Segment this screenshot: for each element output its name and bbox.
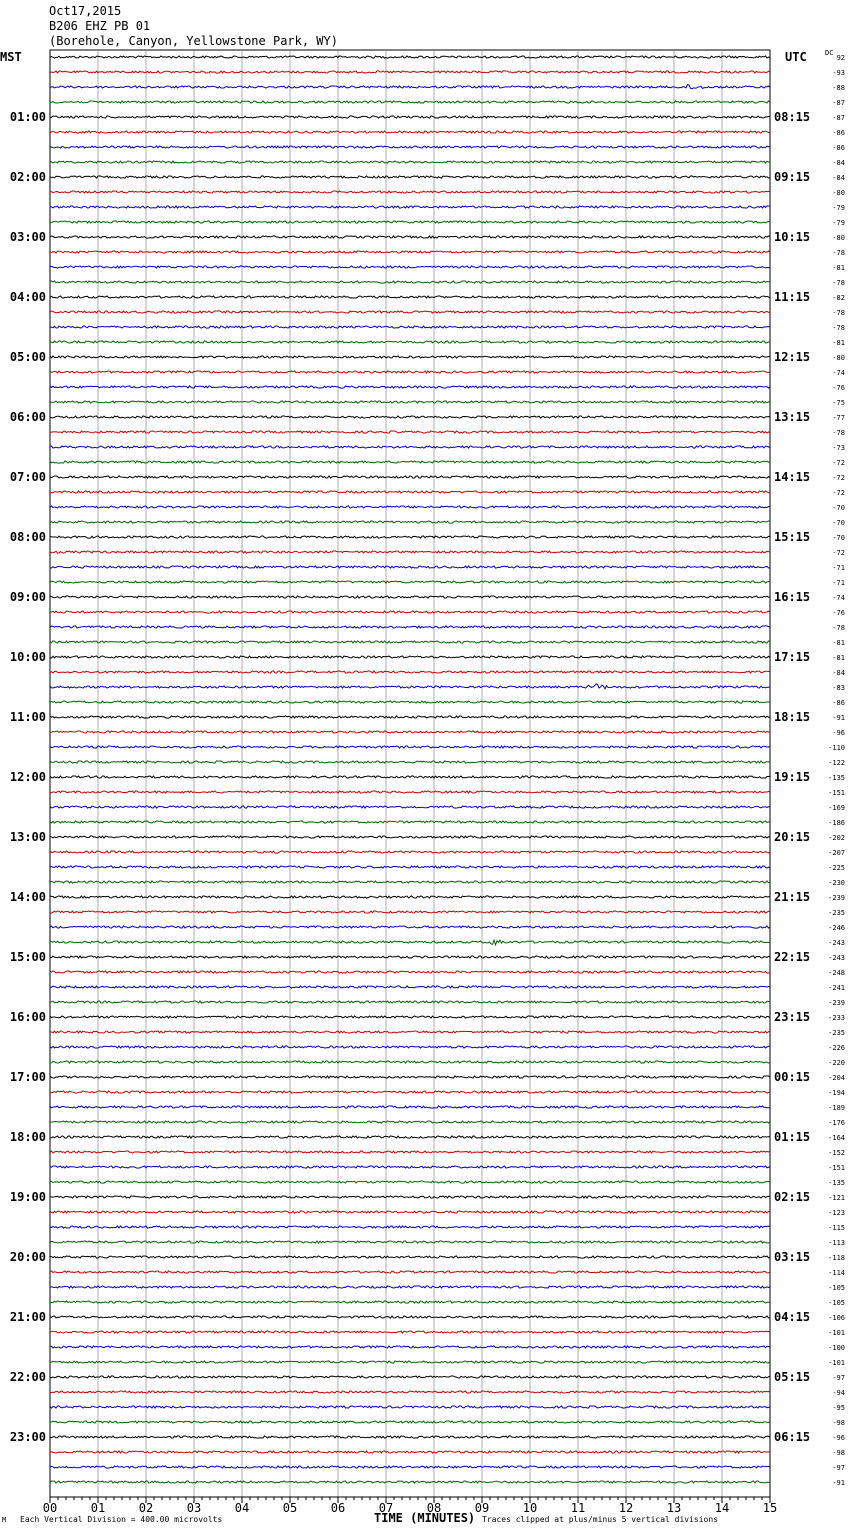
dc-offset-label: -135 bbox=[828, 774, 845, 782]
seismic-trace bbox=[50, 746, 770, 748]
dc-offset-label: -79 bbox=[832, 204, 845, 212]
seismic-trace bbox=[50, 776, 770, 778]
dc-offset-label: -71 bbox=[832, 564, 845, 572]
dc-offset-label: -230 bbox=[828, 879, 845, 887]
seismic-trace bbox=[50, 1346, 770, 1348]
dc-offset-label: -83 bbox=[832, 684, 845, 692]
x-tick-label: 15 bbox=[762, 1501, 778, 1515]
utc-hour-label: 00:15 bbox=[774, 1070, 811, 1084]
seismic-trace bbox=[50, 566, 770, 568]
seismic-trace bbox=[50, 1316, 770, 1318]
dc-offset-label: -194 bbox=[828, 1089, 845, 1097]
seismic-trace bbox=[50, 1016, 770, 1018]
right-timezone-label: UTC bbox=[785, 50, 807, 64]
seismic-trace bbox=[50, 536, 770, 538]
seismic-trace bbox=[50, 611, 770, 613]
dc-offset-label: -152 bbox=[828, 1149, 845, 1157]
seismic-trace bbox=[50, 1406, 770, 1408]
dc-offset-label: -70 bbox=[832, 534, 845, 542]
dc-offset-label: -74 bbox=[832, 594, 845, 602]
seismic-trace bbox=[50, 684, 770, 689]
x-tick-label: 04 bbox=[234, 1501, 250, 1515]
mst-hour-label: 09:00 bbox=[9, 590, 46, 604]
seismic-trace bbox=[50, 146, 770, 148]
dc-offset-label: -81 bbox=[832, 264, 845, 272]
seismic-trace bbox=[50, 1181, 770, 1183]
seismic-trace bbox=[50, 716, 770, 718]
dc-offset-label: -70 bbox=[832, 504, 845, 512]
seismic-trace bbox=[50, 56, 770, 58]
dc-offset-label: 92 bbox=[836, 54, 845, 62]
seismic-trace bbox=[50, 311, 770, 313]
dc-offset-label: -121 bbox=[828, 1194, 845, 1202]
station-location: (Borehole, Canyon, Yellowstone Park, WY) bbox=[49, 34, 338, 48]
utc-hour-label: 09:15 bbox=[774, 170, 811, 184]
mst-hour-label: 01:00 bbox=[9, 110, 46, 124]
seismic-trace bbox=[50, 896, 770, 898]
dc-offset-label: -241 bbox=[828, 984, 845, 992]
dc-offset-label: -110 bbox=[828, 744, 845, 752]
seismic-trace bbox=[50, 1241, 770, 1243]
mst-hour-label: 08:00 bbox=[9, 530, 46, 544]
dc-offset-label: -75 bbox=[832, 399, 845, 407]
seismic-trace bbox=[50, 266, 770, 268]
utc-hour-label: 04:15 bbox=[774, 1310, 811, 1324]
utc-hour-label: 21:15 bbox=[774, 890, 811, 904]
seismic-trace bbox=[50, 1271, 770, 1273]
dc-offset-label: -74 bbox=[832, 369, 845, 377]
dc-offset-label: -235 bbox=[828, 909, 845, 917]
mst-hour-label: 05:00 bbox=[9, 350, 46, 364]
seismic-trace bbox=[50, 1421, 770, 1423]
dc-offset-label: -235 bbox=[828, 1029, 845, 1037]
mst-hour-label: 19:00 bbox=[9, 1190, 46, 1204]
x-tick-label: 11 bbox=[570, 1501, 586, 1515]
seismic-trace bbox=[50, 371, 770, 373]
seismic-trace bbox=[50, 1166, 770, 1168]
seismic-trace bbox=[50, 1226, 770, 1228]
mst-hour-label: 18:00 bbox=[9, 1130, 46, 1144]
x-tick-label: 01 bbox=[90, 1501, 106, 1515]
dc-offset-label: -86 bbox=[832, 129, 845, 137]
seismic-trace bbox=[50, 971, 770, 973]
x-tick-label: 03 bbox=[186, 1501, 202, 1515]
dc-offset-label: -202 bbox=[828, 834, 845, 842]
dc-offset-label: -78 bbox=[832, 279, 845, 287]
scale-note: Each Vertical Division = 400.00 microvolts bbox=[20, 1515, 223, 1524]
dc-offset-label: -98 bbox=[832, 1419, 845, 1427]
seismic-trace bbox=[50, 431, 770, 433]
seismic-trace bbox=[50, 956, 770, 958]
utc-hour-label: 14:15 bbox=[774, 470, 811, 484]
utc-hour-label: 19:15 bbox=[774, 770, 811, 784]
dc-offset-label: -77 bbox=[832, 414, 845, 422]
mst-hour-label: 11:00 bbox=[9, 710, 46, 724]
dc-offset-label: -91 bbox=[832, 1479, 845, 1487]
mst-hour-label: 23:00 bbox=[9, 1430, 46, 1444]
seismic-trace bbox=[50, 1451, 770, 1453]
utc-hour-label: 16:15 bbox=[774, 590, 811, 604]
dc-offset-label: -81 bbox=[832, 654, 845, 662]
mst-hour-label: 15:00 bbox=[9, 950, 46, 964]
seismic-trace bbox=[50, 671, 770, 673]
mst-hour-label: 20:00 bbox=[9, 1250, 46, 1264]
dc-offset-label: -79 bbox=[832, 219, 845, 227]
utc-hour-label: 10:15 bbox=[774, 230, 811, 244]
utc-hour-label: 05:15 bbox=[774, 1370, 811, 1384]
dc-offset-label: -78 bbox=[832, 624, 845, 632]
seismic-trace bbox=[50, 806, 770, 808]
dc-offset-label: -88 bbox=[832, 84, 845, 92]
utc-hour-label: 12:15 bbox=[774, 350, 811, 364]
seismic-trace bbox=[50, 1436, 770, 1438]
dc-offset-label: -76 bbox=[832, 384, 845, 392]
seismic-trace bbox=[50, 1106, 770, 1108]
seismic-trace bbox=[50, 1301, 770, 1303]
dc-offset-label: -70 bbox=[832, 519, 845, 527]
dc-offset-label: -86 bbox=[832, 144, 845, 152]
seismic-trace bbox=[50, 940, 770, 945]
seismic-trace bbox=[50, 791, 770, 793]
x-tick-label: 06 bbox=[330, 1501, 346, 1515]
dc-offset-label: -98 bbox=[832, 1449, 845, 1457]
utc-hour-label: 15:15 bbox=[774, 530, 811, 544]
utc-hour-label: 08:15 bbox=[774, 110, 811, 124]
dc-offset-label: -80 bbox=[832, 234, 845, 242]
seismic-trace bbox=[50, 1391, 770, 1393]
mst-hour-label: 12:00 bbox=[9, 770, 46, 784]
seismic-trace bbox=[50, 911, 770, 913]
dc-offset-label: -207 bbox=[828, 849, 845, 857]
dc-offset-header: DC bbox=[825, 49, 834, 57]
left-timezone-label: MST bbox=[0, 50, 22, 64]
seismic-trace bbox=[50, 416, 770, 418]
dc-offset-label: -122 bbox=[828, 759, 845, 767]
x-tick-label: 05 bbox=[282, 1501, 298, 1515]
seismic-trace bbox=[50, 491, 770, 493]
mst-hour-label: 21:00 bbox=[9, 1310, 46, 1324]
x-tick-label: 09 bbox=[474, 1501, 490, 1515]
dc-offset-label: -225 bbox=[828, 864, 845, 872]
seismic-trace bbox=[50, 926, 770, 928]
mst-hour-label: 03:00 bbox=[9, 230, 46, 244]
dc-offset-label: -151 bbox=[828, 789, 845, 797]
utc-hour-label: 20:15 bbox=[774, 830, 811, 844]
seismic-trace bbox=[50, 176, 770, 178]
clip-note: Traces clipped at plus/minus 5 vertical divisions bbox=[482, 1515, 719, 1524]
seismic-trace bbox=[50, 761, 770, 763]
dc-offset-label: -87 bbox=[832, 114, 845, 122]
seismic-trace bbox=[50, 1196, 770, 1198]
dc-offset-label: -76 bbox=[832, 609, 845, 617]
x-tick-label: 08 bbox=[426, 1501, 442, 1515]
x-tick-label: 02 bbox=[138, 1501, 154, 1515]
seismic-trace bbox=[50, 71, 770, 73]
dc-offset-label: -243 bbox=[828, 939, 845, 947]
x-tick-label: 14 bbox=[714, 1501, 730, 1515]
seismic-trace bbox=[50, 281, 770, 283]
dc-offset-label: -176 bbox=[828, 1119, 845, 1127]
seismic-trace bbox=[50, 401, 770, 403]
dc-offset-label: -239 bbox=[828, 894, 845, 902]
seismic-trace bbox=[50, 551, 770, 553]
dc-offset-label: -123 bbox=[828, 1209, 845, 1217]
seismic-trace bbox=[50, 461, 770, 463]
dc-offset-label: -106 bbox=[828, 1314, 845, 1322]
seismic-trace bbox=[50, 986, 770, 988]
helicorder-date: Oct17,2015 bbox=[49, 4, 122, 18]
x-axis-title: TIME (MINUTES) bbox=[374, 1511, 476, 1525]
dc-offset-label: -87 bbox=[832, 99, 845, 107]
dc-offset-label: -80 bbox=[832, 189, 845, 197]
seismic-trace bbox=[50, 1061, 770, 1063]
dc-offset-label: -233 bbox=[828, 1014, 845, 1022]
dc-offset-label: -105 bbox=[828, 1284, 845, 1292]
dc-offset-label: -101 bbox=[828, 1359, 845, 1367]
dc-offset-label: -115 bbox=[828, 1224, 845, 1232]
seismic-trace bbox=[50, 341, 770, 343]
seismic-trace bbox=[50, 236, 770, 238]
dc-offset-label: -96 bbox=[832, 729, 845, 737]
seismic-trace bbox=[50, 731, 770, 733]
dc-offset-label: -94 bbox=[832, 1389, 845, 1397]
seismic-trace bbox=[50, 101, 770, 103]
seismic-trace bbox=[50, 206, 770, 208]
seismic-trace bbox=[50, 1361, 770, 1363]
seismic-trace bbox=[50, 356, 770, 358]
seismic-trace bbox=[50, 1091, 770, 1093]
utc-hour-label: 01:15 bbox=[774, 1130, 811, 1144]
dc-offset-label: -248 bbox=[828, 969, 845, 977]
seismic-trace bbox=[50, 1136, 770, 1138]
dc-offset-label: -78 bbox=[832, 309, 845, 317]
seismic-trace bbox=[50, 1031, 770, 1033]
dc-offset-label: -93 bbox=[832, 69, 845, 77]
seismic-trace bbox=[50, 85, 770, 89]
dc-offset-label: -246 bbox=[828, 924, 845, 932]
seismic-trace bbox=[50, 1211, 770, 1213]
seismic-trace bbox=[50, 116, 770, 118]
dc-offset-label: -78 bbox=[832, 429, 845, 437]
x-tick-label: 10 bbox=[522, 1501, 538, 1515]
seismic-traces bbox=[50, 56, 770, 1483]
seismic-trace bbox=[50, 656, 770, 658]
seismic-trace bbox=[50, 1331, 770, 1333]
dc-offset-label: -189 bbox=[828, 1104, 845, 1112]
utc-hour-label: 02:15 bbox=[774, 1190, 811, 1204]
seismic-trace bbox=[50, 191, 770, 193]
dc-offset-label: -72 bbox=[832, 549, 845, 557]
seismic-trace bbox=[50, 836, 770, 838]
dc-offset-label: -72 bbox=[832, 459, 845, 467]
dc-offset-label: -204 bbox=[828, 1074, 845, 1082]
seismic-trace bbox=[50, 161, 770, 163]
dc-offset-label: -84 bbox=[832, 669, 845, 677]
dc-offset-label: -78 bbox=[832, 249, 845, 257]
dc-offset-label: -239 bbox=[828, 999, 845, 1007]
seismic-trace bbox=[50, 1151, 770, 1153]
seismic-trace bbox=[50, 251, 770, 253]
dc-offset-label: -86 bbox=[832, 699, 845, 707]
dc-offset-labels bbox=[828, 54, 845, 1487]
mst-hour-label: 16:00 bbox=[9, 1010, 46, 1024]
seismic-trace bbox=[50, 386, 770, 388]
seismic-trace bbox=[50, 1481, 770, 1483]
mst-hour-label: 22:00 bbox=[9, 1370, 46, 1384]
utc-hour-label: 03:15 bbox=[774, 1250, 811, 1264]
utc-hour-label: 18:15 bbox=[774, 710, 811, 724]
mst-hour-label: 02:00 bbox=[9, 170, 46, 184]
x-tick-label: 00 bbox=[42, 1501, 58, 1515]
seismic-trace bbox=[50, 326, 770, 328]
right-hour-labels bbox=[774, 110, 810, 1444]
seismic-trace bbox=[50, 1046, 770, 1048]
mst-hour-label: 07:00 bbox=[9, 470, 46, 484]
seismic-trace bbox=[50, 1076, 770, 1078]
seismic-trace bbox=[50, 1001, 770, 1003]
dc-offset-label: -113 bbox=[828, 1239, 845, 1247]
seismic-trace bbox=[50, 1376, 770, 1378]
dc-offset-label: -97 bbox=[832, 1464, 845, 1472]
dc-offset-label: -135 bbox=[828, 1179, 845, 1187]
utc-hour-label: 23:15 bbox=[774, 1010, 811, 1024]
seismic-trace bbox=[50, 221, 770, 223]
dc-offset-label: -81 bbox=[832, 639, 845, 647]
dc-offset-label: -169 bbox=[828, 804, 845, 812]
left-hour-labels bbox=[10, 110, 46, 1444]
dc-offset-label: -105 bbox=[828, 1299, 845, 1307]
seismic-trace bbox=[50, 1466, 770, 1468]
seismic-trace bbox=[50, 521, 770, 523]
utc-hour-label: 06:15 bbox=[774, 1430, 811, 1444]
dc-offset-label: -72 bbox=[832, 474, 845, 482]
seismic-trace bbox=[50, 1286, 770, 1288]
dc-offset-label: -101 bbox=[828, 1329, 845, 1337]
dc-offset-label: -164 bbox=[828, 1134, 845, 1142]
dc-offset-label: -186 bbox=[828, 819, 845, 827]
seismic-trace bbox=[50, 626, 770, 628]
dc-offset-label: -95 bbox=[832, 1404, 845, 1412]
utc-hour-label: 22:15 bbox=[774, 950, 811, 964]
seismic-trace bbox=[50, 866, 770, 868]
dc-offset-label: -84 bbox=[832, 159, 845, 167]
dc-offset-label: -118 bbox=[828, 1254, 845, 1262]
utc-hour-label: 11:15 bbox=[774, 290, 811, 304]
dc-offset-label: -82 bbox=[832, 294, 845, 302]
seismic-trace bbox=[50, 581, 770, 583]
seismic-trace bbox=[50, 506, 770, 508]
dc-offset-label: -91 bbox=[832, 714, 845, 722]
dc-offset-label: -220 bbox=[828, 1059, 845, 1067]
dc-offset-label: -226 bbox=[828, 1044, 845, 1052]
dc-offset-label: -84 bbox=[832, 174, 845, 182]
seismic-trace bbox=[50, 1121, 770, 1123]
seismic-trace bbox=[50, 821, 770, 823]
dc-offset-label: -73 bbox=[832, 444, 845, 452]
dc-offset-label: -96 bbox=[832, 1434, 845, 1442]
seismic-trace bbox=[50, 131, 770, 133]
seismic-trace bbox=[50, 851, 770, 853]
seismic-trace bbox=[50, 596, 770, 598]
seismic-trace bbox=[50, 881, 770, 883]
utc-hour-label: 13:15 bbox=[774, 410, 811, 424]
dc-offset-label: -80 bbox=[832, 354, 845, 362]
dc-offset-label: -114 bbox=[828, 1269, 845, 1277]
x-tick-label: 07 bbox=[378, 1501, 394, 1515]
utc-hour-label: 17:15 bbox=[774, 650, 811, 664]
dc-offset-label: -97 bbox=[832, 1374, 845, 1382]
seismic-trace bbox=[50, 446, 770, 448]
corner-mark: M bbox=[2, 1516, 7, 1524]
dc-offset-label: -100 bbox=[828, 1344, 845, 1352]
seismic-trace bbox=[50, 476, 770, 478]
mst-hour-label: 04:00 bbox=[9, 290, 46, 304]
dc-offset-label: -71 bbox=[832, 579, 845, 587]
seismic-trace bbox=[50, 296, 770, 298]
mst-hour-label: 06:00 bbox=[9, 410, 46, 424]
mst-hour-label: 17:00 bbox=[9, 1070, 46, 1084]
dc-offset-label: -81 bbox=[832, 339, 845, 347]
station-code: B206 EHZ PB 01 bbox=[49, 19, 151, 33]
mst-hour-label: 13:00 bbox=[9, 830, 46, 844]
dc-offset-label: -151 bbox=[828, 1164, 845, 1172]
dc-offset-label: -243 bbox=[828, 954, 845, 962]
x-tick-label: 12 bbox=[618, 1501, 634, 1515]
seismic-trace bbox=[50, 641, 770, 643]
x-tick-label: 13 bbox=[666, 1501, 682, 1515]
seismic-trace bbox=[50, 701, 770, 703]
mst-hour-label: 10:00 bbox=[9, 650, 46, 664]
mst-hour-label: 14:00 bbox=[9, 890, 46, 904]
dc-offset-label: -78 bbox=[832, 324, 845, 332]
dc-offset-label: -72 bbox=[832, 489, 845, 497]
seismic-trace bbox=[50, 1256, 770, 1258]
